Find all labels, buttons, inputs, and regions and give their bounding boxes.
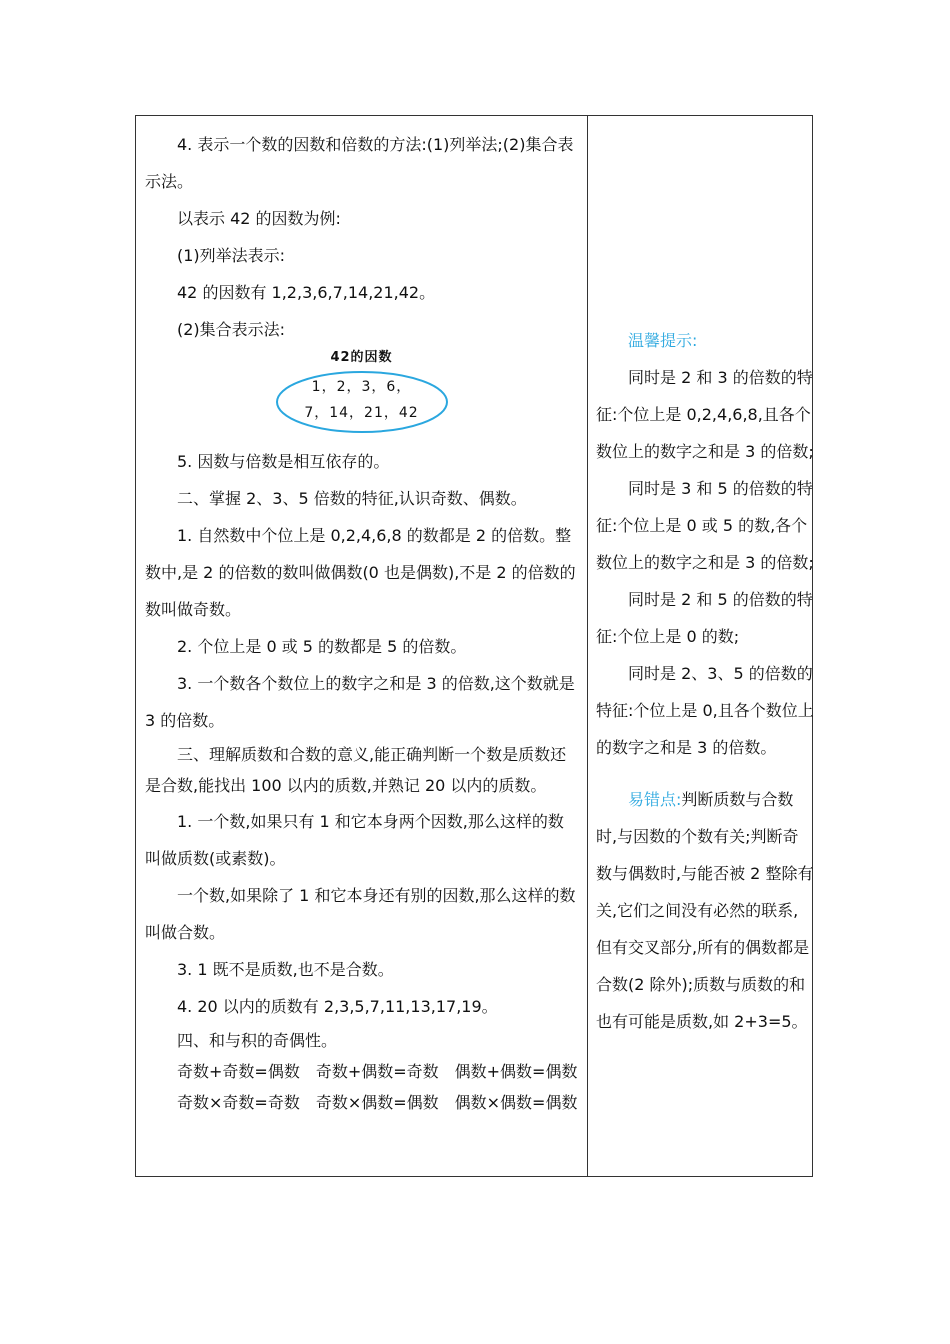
composite-definition: 一个数,如果除了 1 和它本身还有别的因数,那么这样的数叫做合数。 (145, 886, 576, 942)
tip-3-and-5: 同时是 3 和 5 的倍数的特征:个位上是 0 或 5 的数,各个数位上的数字之和是 3 的倍数; (596, 479, 814, 572)
method-intro-paragraph: 4. 表示一个数的因数和倍数的方法:(1)列举法;(2)集合表示法。 (145, 135, 574, 191)
multiple-of-2-rule: 1. 自然数中个位上是 0,2,4,6,8 的数都是 2 的倍数。整数中,是 2 的倍数的数叫做偶数(0 也是偶数),不是 2 的倍数的数叫做奇数。 (145, 526, 576, 619)
tip-2-and-3: 同时是 2 和 3 的倍数的特征:个位上是 0,2,4,6,8,且各个数位上的数字之和是 3 的倍数; (596, 368, 814, 461)
set-elements-row-2: 7，14，21，42 (304, 405, 419, 421)
section-three-heading: 三、理解质数和合数的意义,能正确判断一个数是质数还是合数,能找出 100 以内的质数,并熟记 20 以内的质数。 (145, 745, 567, 795)
multiple-of-3-rule: 3. 一个数各个数位上的数字之和是 3 的倍数,这个数就是 3 的倍数。 (145, 674, 575, 730)
section-two-heading: 二、掌握 2、3、5 倍数的特征,认识奇数、偶数。 (177, 489, 527, 508)
primes-under-20: 4. 20 以内的质数有 2,3,5,7,11,13,17,19。 (177, 997, 498, 1016)
tip-2-3-and-5: 同时是 2、3、5 的倍数的特征:个位上是 0,且各个数位上的数字之和是 3 的倍数。 (596, 664, 814, 757)
list-method-example: 42 的因数有 1,2,3,6,7,14,21,42。 (177, 283, 436, 302)
product-parity-rules: 奇数×奇数=奇数 奇数×偶数=偶数 偶数×偶数=偶数 (177, 1093, 578, 1112)
main-content-column (136, 116, 587, 1176)
set-elements-row-1: 1，2，3，6， (311, 379, 412, 395)
error-point-label: 易错点: (628, 790, 682, 809)
set-method-label: (2)集合表示法: (177, 320, 286, 339)
list-method-label: (1)列举法表示: (177, 246, 286, 265)
prime-definition: 1. 一个数,如果只有 1 和它本身两个因数,那么这样的数叫做质数(或素数)。 (145, 812, 564, 868)
section-four-heading: 四、和与积的奇偶性。 (177, 1031, 338, 1050)
interdependence-note: 5. 因数与倍数是相互依存的。 (177, 452, 390, 471)
sum-parity-rules: 奇数+奇数=偶数 奇数+偶数=奇数 偶数+偶数=偶数 (177, 1062, 578, 1081)
one-note: 3. 1 既不是质数,也不是合数。 (177, 960, 394, 979)
set-title: 42的因数 (330, 350, 393, 365)
content-table (135, 115, 813, 1177)
multiple-of-5-rule: 2. 个位上是 0 或 5 的数都是 5 的倍数。 (177, 637, 467, 656)
tip-2-and-5: 同时是 2 和 5 的倍数的特征:个位上是 0 的数; (596, 590, 813, 646)
example-intro: 以表示 42 的因数为例: (177, 209, 341, 228)
sidebar-notes-column (588, 116, 814, 1176)
factor-set-diagram (136, 348, 587, 443)
error-point-text: 判断质数与合数时,与因数的个数有关;判断奇数与偶数时,与能否被 2 整除有关,它们之间没有必然的联系,但有交叉部分,所有的偶数都是合数(2 除外);质数与质数的和也有可能是质数,如 2+3=5。 (596, 790, 814, 1031)
tip-heading: 温馨提示: (628, 331, 698, 350)
error-point-paragraph (596, 781, 814, 1040)
